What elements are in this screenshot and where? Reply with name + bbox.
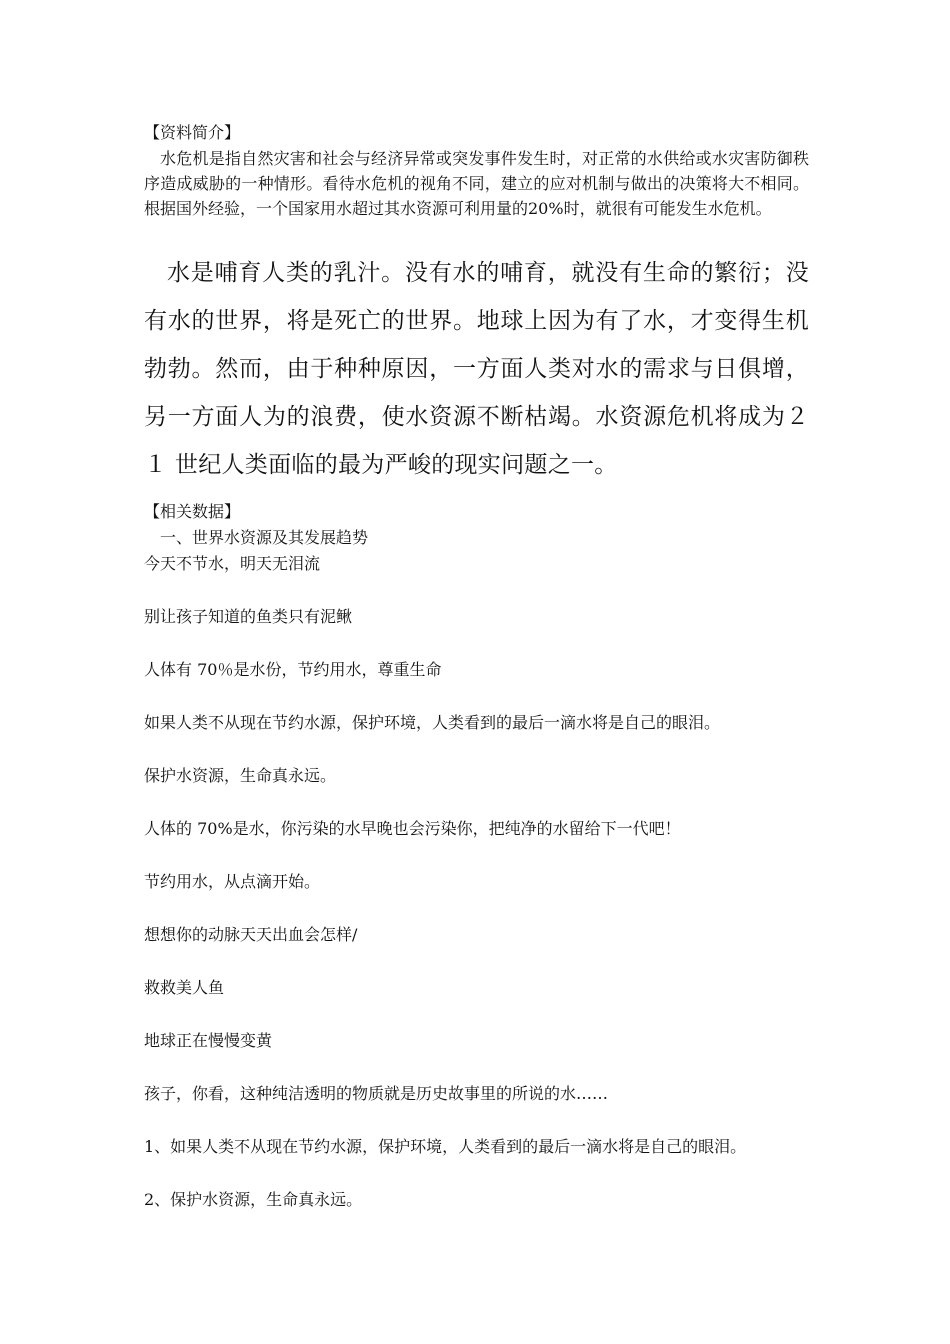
slogan-line: 地球正在慢慢变黄 [144, 1031, 273, 1050]
data-subheading: 一、世界水资源及其发展趋势 [160, 528, 369, 547]
slogan-line: 人体的 70%是水，你污染的水早晚也会污染你，把纯净的水留给下一代吧！ [144, 819, 681, 838]
slogan-line: 救救美人鱼 [144, 978, 225, 997]
intro-heading: 【资料简介】 [144, 123, 241, 142]
slogan-line: 2、保护水资源，生命真永远。 [144, 1190, 363, 1209]
data-heading: 【相关数据】 [144, 502, 241, 521]
slogan-line: 如果人类不从现在节约水源，保护环境，人类看到的最后一滴水将是自己的眼泪。 [144, 713, 721, 732]
slogan-line: 想想你的动脉天天出血会怎样/ [144, 925, 358, 944]
main-paragraph: 水是哺育人类的乳汁。没有水的哺育，就没有生命的繁衍；没有水的世界，将是死亡的世界。地球上因为有了水，才变得生机勃勃。然而，由于种种原因，一方面人类对水的需求与日俱增，另一方面人为的浪费，使水资源不断枯竭。水资源危机将成为２１ 世纪人类面临的最为严峻的现实问题之一。 [144, 260, 809, 478]
slogan-line: 保护水资源，生命真永远。 [144, 766, 337, 785]
slogan-line: 人体有 70％是水份，节约用水，尊重生命 [144, 660, 442, 679]
slogan-line: 节约用水，从点滴开始。 [144, 872, 321, 891]
slogan-line: 孩子，你看，这种纯洁透明的物质就是历史故事里的所说的水…… [144, 1084, 609, 1103]
slogan-line: 别让孩子知道的鱼类只有泥鳅 [144, 607, 353, 626]
slogan-line: 今天不节水，明天无泪流 [144, 554, 321, 573]
intro-paragraph: 水危机是指自然灾害和社会与经济异常或突发事件发生时，对正常的水供给或水灾害防御秩序造成威胁的一种情形。看待水危机的视角不同，建立的应对机制与做出的决策将大不相同。根据国外经验，一个国家用水超过其水资源可利用量的20%时，就很有可能发生水危机。 [144, 149, 809, 218]
slogan-line: 1、如果人类不从现在节约水源，保护环境，人类看到的最后一滴水将是自己的眼泪。 [144, 1137, 747, 1156]
